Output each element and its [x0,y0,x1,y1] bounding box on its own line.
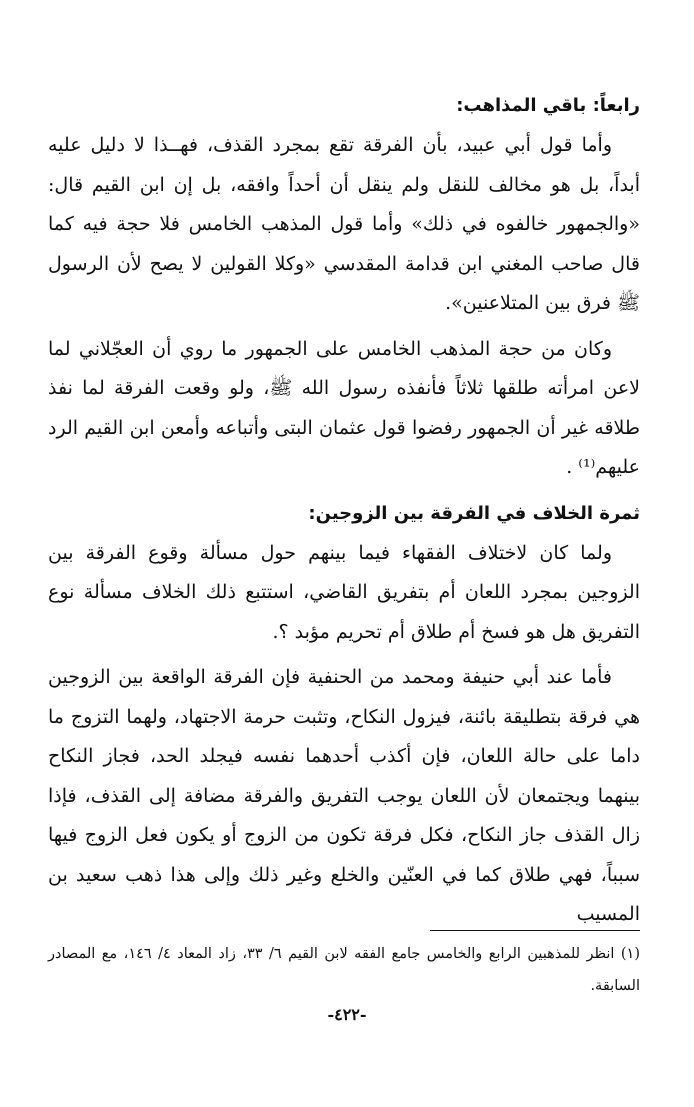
section-heading: رابعاً: باقي المذاهب: [456,95,640,116]
footnote-divider [430,930,640,931]
paragraph: ولما كان لاختلاف الفقهاء فيما بينهم حول مسألة وقوع الفرقة بين الزوجين بمجرد اللعان أم بتفريق القاضي، استتبع ذلك الخلاف مسألة نوع التفريق هل هو فسخ أم طلاق أم تحريم مؤبد ؟. [48,541,640,643]
paragraph: فأما عند أبي حنيفة ومحمد من الحنفية فإن الفرقة الواقعة بين الزوجين هي فرقة بتطليقة بائنة، فيزول النكاح، وتثبت حرمة الاجتهاد، ولهما التزوج ما داما على حالة اللعان، فإن أكذب أحدهما نفسه فيجلد الحد، فجاز النكاح بينهما ويجتمعان لأن اللعان يوجب التفريق والفرقة مضافة إلى القذف، فإذا زال القذف جاز النكاح، فكل فرقة تكون من الزوج أو يكون فعل الزوج فيها سبباً، فهي طلاق كما في العنّين والخلع وغير ذلك وإلى هذا ذهب سعيد بن المسيب [48,666,640,925]
footnote: (١) انظر للمذهبين الرابع والخامس جامع الفقه لابن القيم ٦/ ٣٣، زاد المعاد ٤/ ١٤٦، مع المصادر السابقة. [48,946,640,994]
paragraph: وكان من حجة المذهب الخامس على الجمهور ما روي أن العجّلاني لما لاعن امرأته طلقها ثلاثاً فأنفذه رسول الله ﷺ، ولو وقعت الفرقة لما نفذ طلاقه غير أن الجمهور رفضوا قول عثمان البتى وأتباعه وأمعن ابن القيم الرد عليهم⁽¹⁾ . [48,337,640,478]
page-body [48,86,640,941]
paragraph: وأما قول أبي عبيد، بأن الفرقة تقع بمجرد القذف، فهــذا لا دليل عليه أبداً، بل هو مخالف للنقل ولم ينقل أن أحداً وافقه، بل إن ابن القيم قال: «والجمهور خالفوه في ذلك» وأما قول المذهب الخامس فلا حجة فيه كما قال صاحب المغني ابن قدامة المقدسي «وكلا القولين لا يصح لأن الرسول ﷺ فرق بين المتلاعنين». [48,134,640,314]
page-number: -٤٢٢- [327,1005,367,1024]
section-heading: ثمرة الخلاف في الفرقة بين الزوجين: [308,502,640,524]
